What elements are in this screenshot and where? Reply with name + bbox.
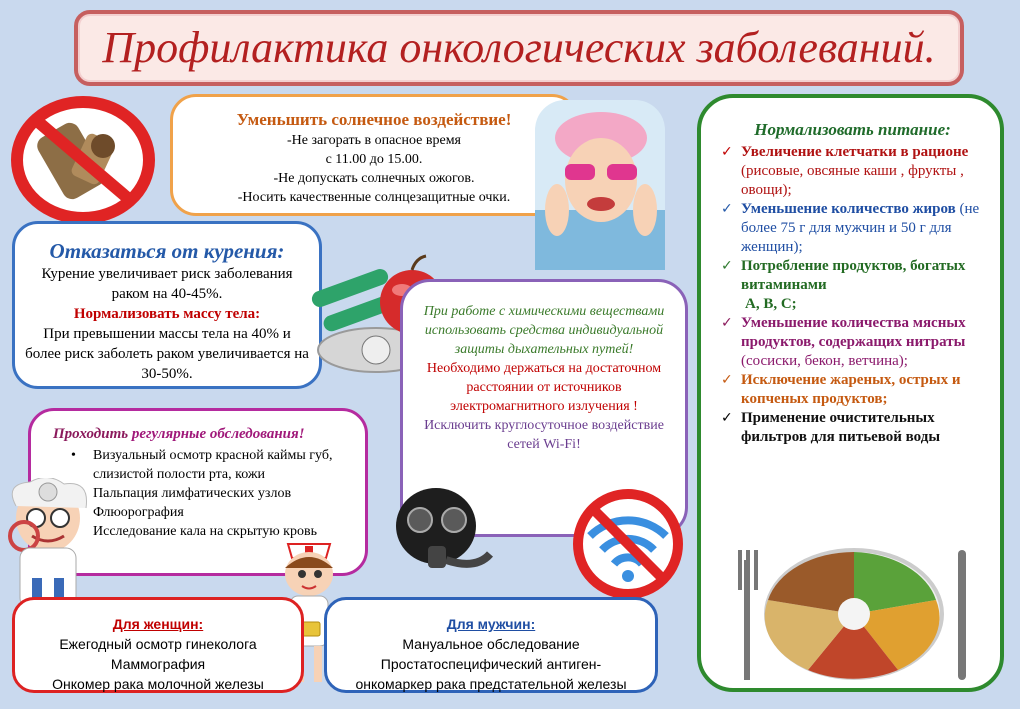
exams-heading (53, 425, 355, 444)
nutrition-heading: Нормализовать питание: (754, 120, 951, 139)
list-item: Флюорография (93, 505, 184, 520)
list-item: Исследование кала на скрытую кровь (93, 524, 317, 539)
gas-mask-illustration (380, 480, 498, 588)
list-item (741, 371, 986, 409)
wifi-text: Исключить круглосуточное воздействие сетей Wi-Fi! (424, 418, 664, 452)
women-box (12, 597, 304, 693)
nutrition-list (719, 143, 986, 447)
list-item: • Визуальный осмотр красной каймы губ, слизистой полости рта, кожи (93, 446, 355, 484)
quit-smoking-box (12, 221, 322, 389)
no-smoking-icon (8, 96, 158, 224)
exams-heading-part: регулярные обследования! (131, 426, 305, 442)
weight-heading: Нормализовать массу тела: (73, 306, 261, 322)
item-bold: Увеличение клетчатки в рационе (741, 144, 969, 160)
title-banner (74, 10, 964, 86)
women-heading: Для женщин: (112, 616, 204, 632)
men-line: Простатоспецифический антиген- (380, 656, 602, 672)
sun-heading: Уменьшить солнечное воздействие! (236, 110, 512, 129)
weight-text: При превышении массы тела на 40% и более риск заболеть раком увеличивается на 30-50%. (25, 326, 309, 382)
food-plate-illustration (738, 540, 970, 680)
sun-line: -Не загорать в опасное время (286, 133, 461, 148)
list-item (741, 409, 986, 447)
men-box (324, 597, 658, 693)
men-line: онкомаркер рака предстательной железы (355, 676, 627, 692)
radiation-text: Необходимо держаться на достаточном расстоянии от источников электромагнитного излучения ! (426, 361, 662, 414)
list-item (741, 143, 986, 200)
women-line: Ежегодный осмотр гинеколога (59, 636, 257, 652)
item-bold: Уменьшение количество жиров (741, 201, 956, 217)
sun-line: с 11.00 до 15.00. (325, 152, 423, 167)
page-title: Профилактика онкологических заболеваний. (102, 23, 936, 72)
men-line: Мануальное обследование (402, 636, 580, 652)
item-rest: (рисовые, овсяные каши , фрукты , овощи); (741, 163, 964, 198)
sun-line: -Носить качественные солнцезащитные очки. (237, 190, 511, 205)
respirator-text: При работе с химическими веществами использовать средства индивидуальной защиты дыхательных путей! (423, 304, 665, 357)
sun-protection-box (170, 94, 578, 216)
list-item (741, 314, 986, 371)
girl-sunglasses-photo (535, 100, 665, 270)
no-wifi-icon (568, 486, 688, 602)
item-bold: Уменьшение количества мясных продуктов, содержащих нитраты (741, 315, 966, 350)
item-bold: Применение очистительных фильтров для питьевой воды (741, 410, 941, 445)
item-bold: Потребление продуктов, богатых витаминами (741, 258, 966, 293)
list-item: Пальпация лимфатических узлов (93, 486, 292, 501)
women-line: Маммография (110, 656, 206, 672)
smoking-text: Курение увеличивает риск заболевания раком на 40-45%. (41, 266, 293, 302)
item-rest: (сосиски, бекон, ветчина); (741, 353, 908, 369)
women-line: Онкомер рака молочной железы (52, 676, 264, 692)
sun-line: -Не допускать солнечных ожогов. (273, 171, 475, 186)
item-rest: (не более 75 г для мужчин и 50 г для женщин); (741, 201, 980, 255)
item-bold: А, В, С; (745, 296, 797, 312)
item-bold: Исключение жареных, острых и копченых продуктов; (741, 372, 961, 407)
exams-heading-part: Проходить (53, 426, 129, 442)
list-item (741, 257, 986, 314)
list-item (741, 200, 986, 257)
men-heading: Для мужчин: (446, 616, 536, 632)
smoking-heading: Отказаться от курения: (49, 239, 285, 263)
